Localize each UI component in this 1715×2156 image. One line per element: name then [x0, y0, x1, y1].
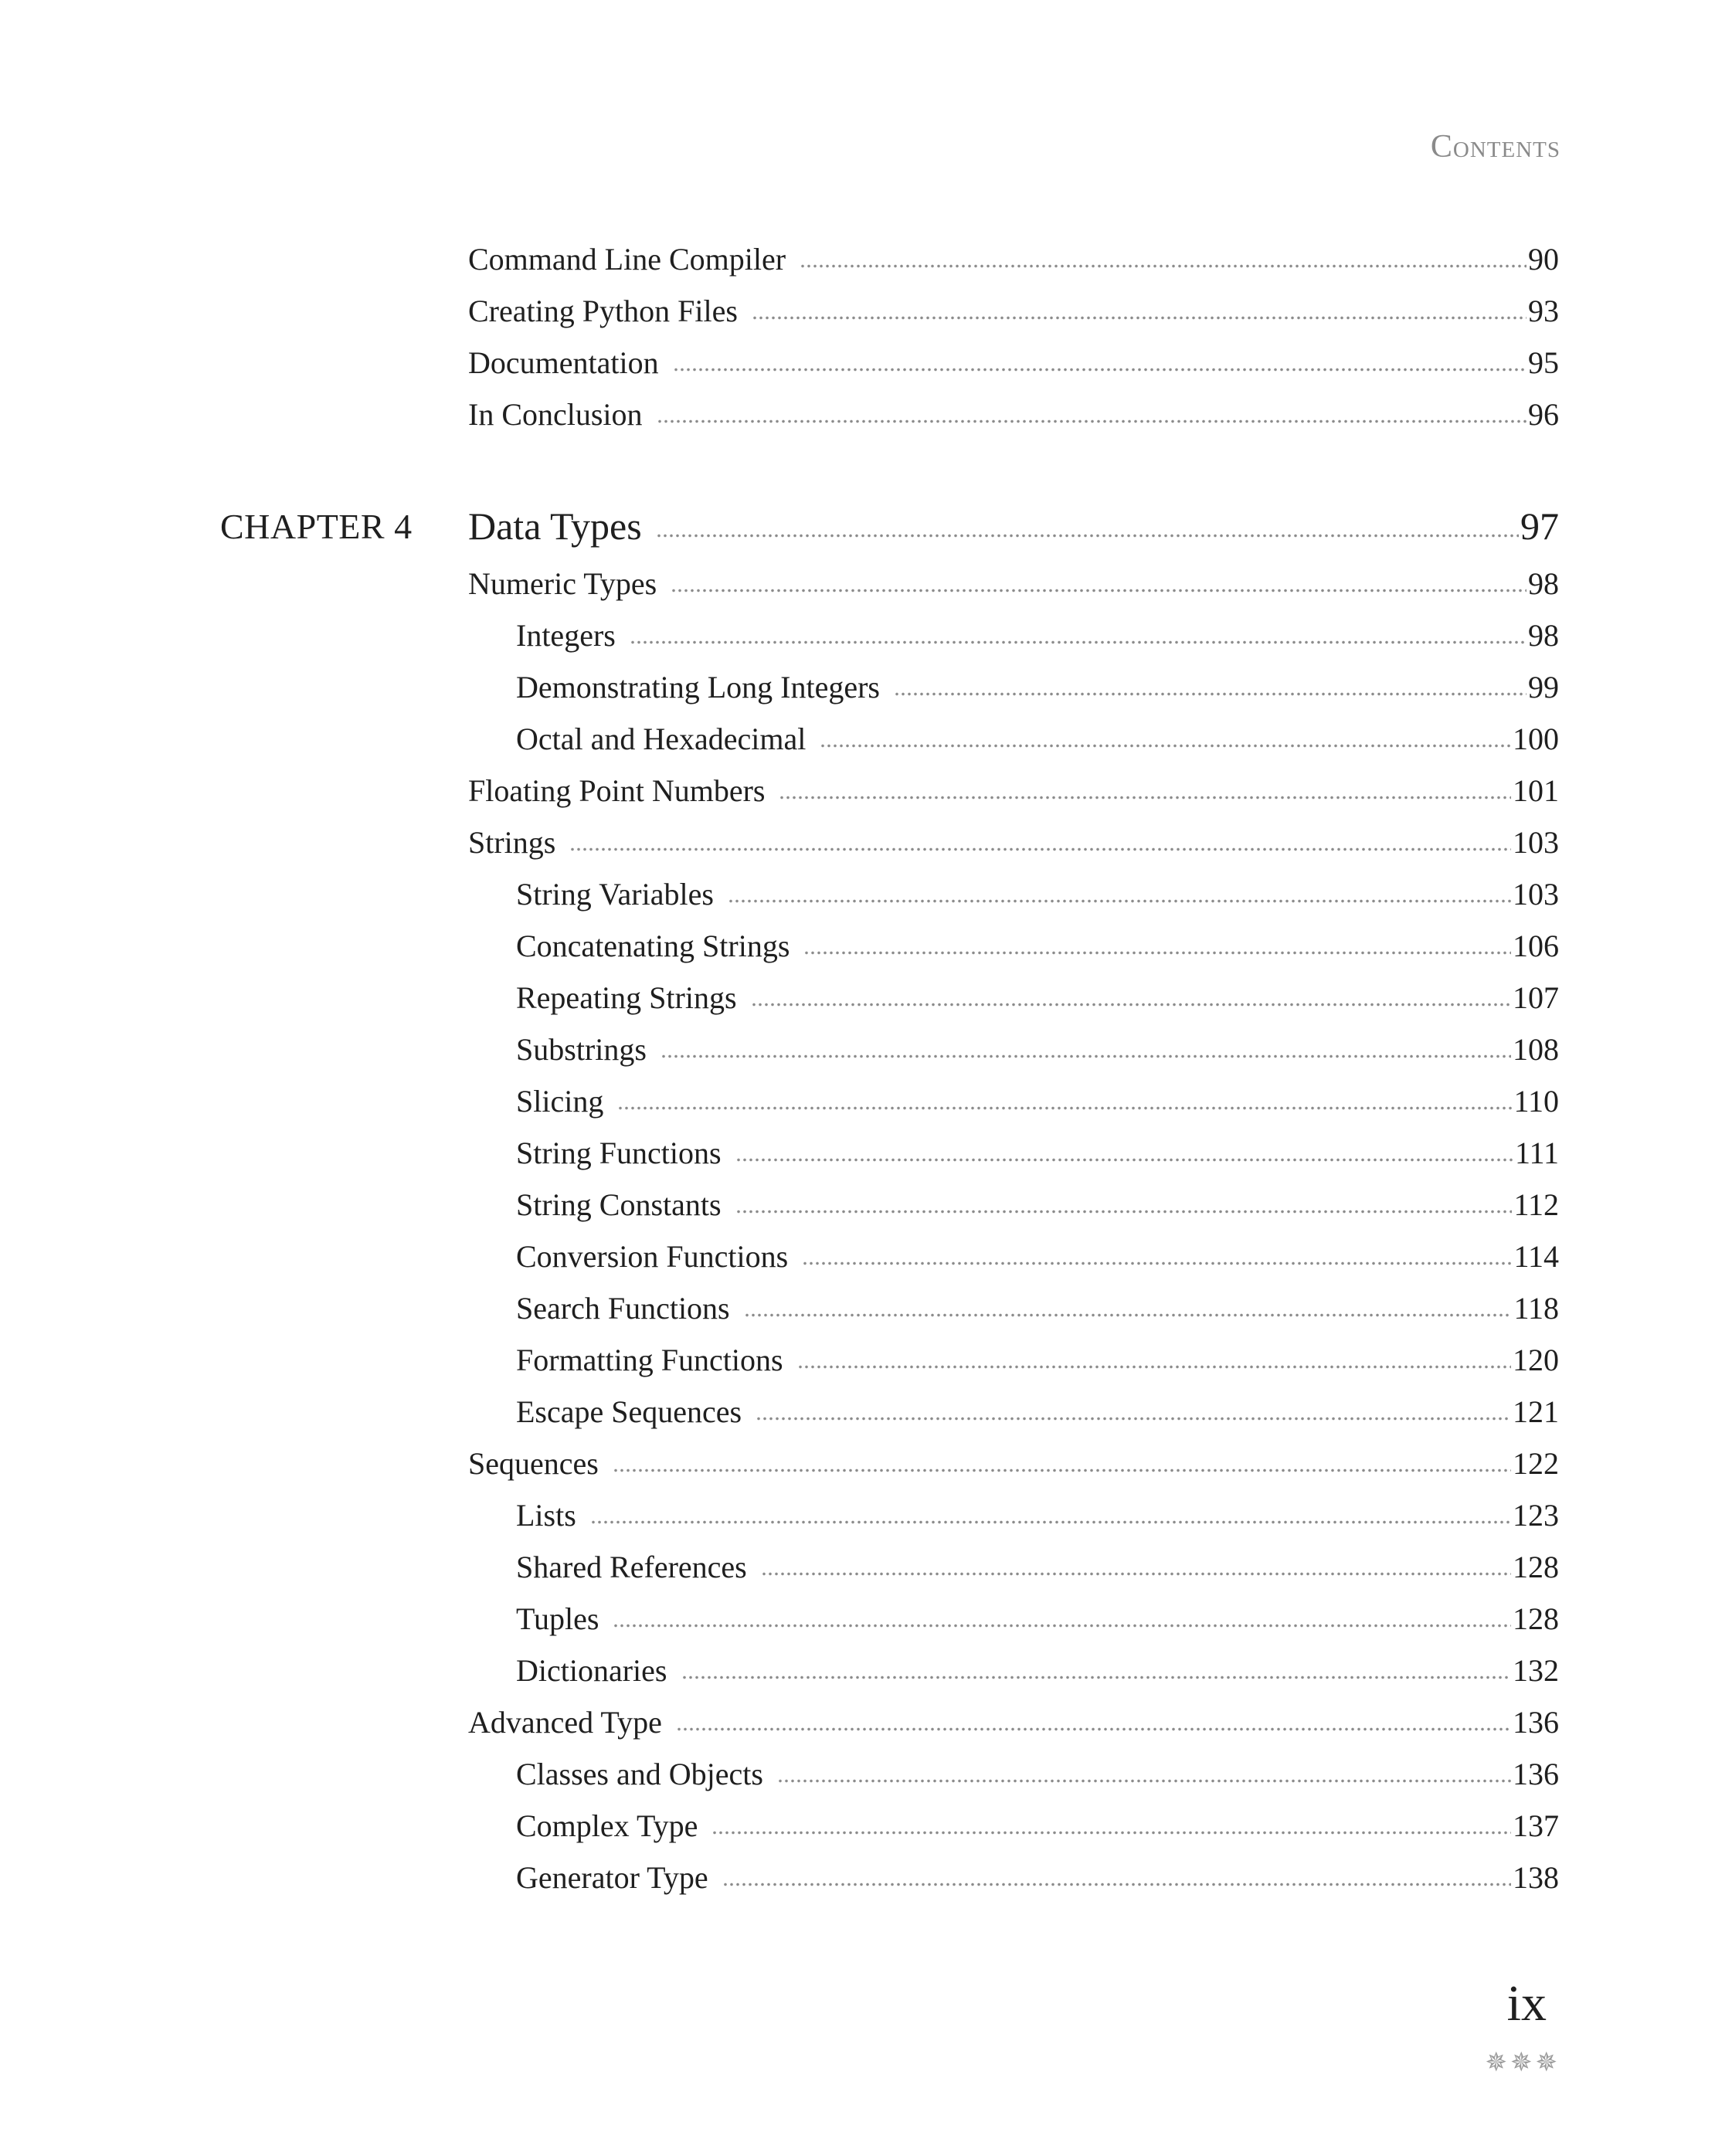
dot-leader	[728, 899, 1511, 903]
toc-entry-page: 103	[1513, 877, 1559, 912]
toc-entry-title: String Variables	[516, 877, 714, 912]
toc-entry-page: 106	[1513, 929, 1559, 963]
toc-subentry[interactable]	[516, 1031, 1559, 1068]
toc-entry[interactable]	[468, 824, 1559, 861]
dot-leader	[657, 419, 1527, 423]
ornament-icon: ✵✵✵	[1485, 2049, 1560, 2077]
toc-subentry[interactable]	[516, 1083, 1559, 1119]
dot-leader	[613, 1624, 1511, 1628]
dot-leader	[761, 1572, 1511, 1576]
toc-entry[interactable]	[468, 772, 1559, 809]
toc-entry[interactable]	[468, 396, 1559, 433]
dot-leader	[661, 1054, 1511, 1058]
toc-entry-title: String Functions	[516, 1136, 722, 1170]
toc-entry-title: Complex Type	[516, 1808, 698, 1843]
toc-entry-title: Slicing	[516, 1084, 604, 1119]
toc-subentry[interactable]	[516, 1601, 1559, 1637]
dot-leader	[735, 1158, 1513, 1162]
toc-subentry[interactable]	[516, 1135, 1559, 1171]
toc-entry-title: Concatenating Strings	[516, 929, 790, 963]
toc-entry[interactable]	[468, 1704, 1559, 1740]
toc-entry-title: Conversion Functions	[516, 1239, 789, 1274]
dot-leader	[777, 1779, 1511, 1783]
dot-leader	[779, 796, 1511, 800]
toc-entry[interactable]	[468, 293, 1559, 329]
dot-leader	[617, 1106, 1512, 1110]
toc-entry-title: Generator Type	[516, 1860, 708, 1895]
toc-entry-title: Integers	[516, 618, 616, 653]
toc-entry-title: Numeric Types	[468, 566, 657, 601]
toc-entry-page: 123	[1513, 1498, 1559, 1533]
toc-entry-title: Sequences	[468, 1446, 599, 1481]
dot-leader	[673, 368, 1527, 372]
toc-entry-page: 128	[1513, 1601, 1559, 1636]
toc-entry-page: 95	[1528, 345, 1559, 380]
dot-leader	[735, 1210, 1513, 1214]
dot-leader	[656, 534, 1519, 538]
toc-entry-page: 132	[1513, 1653, 1559, 1688]
toc-entry-page: 98	[1528, 566, 1559, 601]
toc-entry-page: 98	[1528, 618, 1559, 653]
toc-entry-page: 99	[1528, 670, 1559, 705]
chapter-heading[interactable]	[468, 504, 1559, 548]
toc-entry-page: 101	[1513, 773, 1559, 808]
toc-entry-page: 96	[1528, 397, 1559, 432]
toc-subentry[interactable]	[516, 617, 1559, 654]
dot-leader	[800, 264, 1527, 268]
dot-leader	[752, 316, 1527, 320]
dot-leader	[722, 1883, 1511, 1886]
toc-entry-page: 122	[1513, 1446, 1559, 1481]
toc-subentry[interactable]	[516, 1652, 1559, 1689]
toc-entry-page: 100	[1513, 721, 1559, 756]
toc-entry-title: Repeating Strings	[516, 980, 737, 1015]
toc-subentry[interactable]	[516, 928, 1559, 964]
running-head: Contents	[1430, 129, 1560, 165]
dot-leader	[671, 589, 1527, 592]
toc-subentry[interactable]	[516, 1187, 1559, 1223]
toc-entry-title: Substrings	[516, 1032, 647, 1067]
toc-entry[interactable]	[468, 565, 1559, 602]
dot-leader	[803, 951, 1511, 955]
toc-subentry[interactable]	[516, 1549, 1559, 1585]
dot-leader	[744, 1313, 1513, 1317]
toc-entry-title: Demonstrating Long Integers	[516, 670, 880, 705]
toc-entry-title: Advanced Type	[468, 1705, 662, 1740]
toc-subentry[interactable]	[516, 1290, 1559, 1326]
toc-entry-title: Octal and Hexadecimal	[516, 721, 807, 756]
page-number: ix	[1506, 1975, 1547, 2032]
toc-entry-title: Search Functions	[516, 1291, 730, 1326]
toc-subentry[interactable]	[516, 721, 1559, 757]
dot-leader	[676, 1727, 1511, 1731]
toc-subentry[interactable]	[516, 669, 1559, 705]
toc-entry-page: 136	[1513, 1705, 1559, 1740]
toc-entry-title: String Constants	[516, 1187, 722, 1222]
dot-leader	[820, 744, 1511, 748]
toc-entry-title: Documentation	[468, 345, 659, 380]
toc-entry-title: Escape Sequences	[516, 1394, 742, 1429]
toc-entry-page: 93	[1528, 294, 1559, 328]
dot-leader	[569, 847, 1511, 851]
toc-entry-title: Strings	[468, 825, 556, 860]
toc-entry-title: Shared References	[516, 1550, 747, 1584]
toc-entry-page: 120	[1513, 1343, 1559, 1377]
toc-entry-title: Lists	[516, 1498, 576, 1533]
toc-subentry[interactable]	[516, 980, 1559, 1016]
toc-entry-title: Formatting Functions	[516, 1343, 783, 1377]
toc-entry-page: 136	[1513, 1757, 1559, 1791]
toc-subentry[interactable]	[516, 1497, 1559, 1533]
toc-subentry[interactable]	[516, 1342, 1559, 1378]
toc-entry-page: 114	[1513, 1239, 1559, 1274]
toc-entry-title: In Conclusion	[468, 397, 643, 432]
toc-entry-page: 110	[1513, 1084, 1559, 1119]
toc-entry-page: 137	[1513, 1808, 1559, 1843]
toc-subentry[interactable]	[516, 876, 1559, 912]
toc-entry-page: 90	[1528, 242, 1559, 277]
dot-leader	[802, 1261, 1512, 1265]
toc-entry-title: Classes and Objects	[516, 1757, 763, 1791]
chapter-title: Data Types	[468, 504, 642, 548]
toc-entry[interactable]	[468, 241, 1559, 277]
dot-leader	[590, 1520, 1511, 1524]
toc-entry-page: 118	[1513, 1291, 1559, 1326]
toc-subentry[interactable]	[516, 1238, 1559, 1275]
toc-entry-title: Creating Python Files	[468, 294, 738, 328]
toc-entry-page: 121	[1513, 1394, 1559, 1429]
toc-entry-page: 128	[1513, 1550, 1559, 1584]
dot-leader	[894, 692, 1527, 696]
toc-entry-page: 111	[1514, 1136, 1559, 1170]
dot-leader	[630, 640, 1527, 644]
toc-subentry[interactable]	[516, 1859, 1559, 1896]
toc-entry-title: Tuples	[516, 1601, 599, 1636]
chapter-label: CHAPTER 4	[220, 507, 413, 546]
dot-leader	[711, 1831, 1511, 1835]
dot-leader	[797, 1365, 1511, 1369]
toc-subentry[interactable]	[516, 1394, 1559, 1430]
chapter-page: 97	[1520, 504, 1559, 548]
dot-leader	[756, 1417, 1511, 1421]
toc-entry-page: 138	[1513, 1860, 1559, 1895]
toc-entry[interactable]	[468, 1445, 1559, 1482]
dot-leader	[613, 1468, 1511, 1472]
toc-entry-title: Floating Point Numbers	[468, 773, 766, 808]
toc-entry-title: Dictionaries	[516, 1653, 667, 1688]
toc-subentry[interactable]	[516, 1756, 1559, 1792]
toc-entry-title: Command Line Compiler	[468, 242, 786, 277]
dot-leader	[751, 1003, 1511, 1007]
toc-entry-page: 107	[1513, 980, 1559, 1015]
dot-leader	[681, 1676, 1512, 1679]
toc-entry[interactable]	[468, 345, 1559, 381]
toc-subentry[interactable]	[516, 1808, 1559, 1844]
toc-entry-page: 108	[1513, 1032, 1559, 1067]
toc-entry-page: 112	[1513, 1187, 1559, 1222]
toc-entry-page: 103	[1513, 825, 1559, 860]
